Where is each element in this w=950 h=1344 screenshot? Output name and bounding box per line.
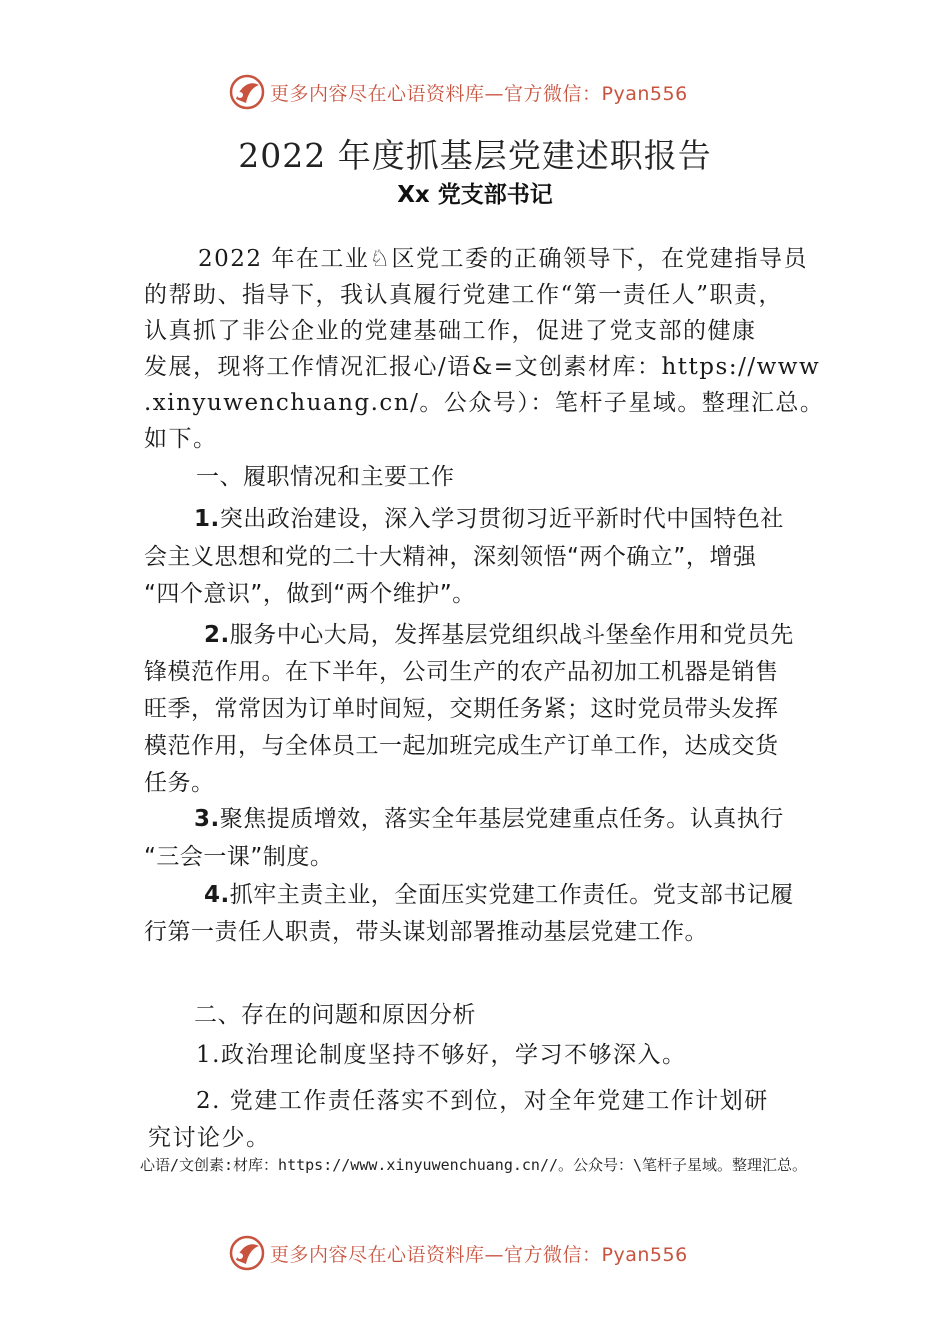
intro-line: 如下。	[144, 426, 218, 452]
list-item-2-cont: 锋模范作用。在下半年，公司生产的农产品初加工机器是销售	[144, 659, 779, 685]
top-banner	[228, 72, 728, 112]
intro-line: 2022 年在工业♘区党工委的正确领导下，在党建指导员	[198, 246, 808, 272]
problem-item: 究讨论少。	[148, 1125, 271, 1151]
problem-item: 1.政治理论制度坚持不够好，学习不够深入。	[196, 1042, 687, 1068]
list-item-4-cont: 行第一责任人职责，带头谋划部署推动基层党建工作。	[144, 919, 708, 945]
list-item-3-cont: “三会一课”制度。	[144, 844, 334, 870]
list-item-2-cont: 模范作用，与全体员工一起加班完成生产订单工作，达成交货	[144, 733, 779, 759]
intro-line: .xinyuwenchuang.cn/。公众号）：笔杆子星域。整理汇总。	[144, 390, 825, 416]
list-item-2: 2.服务中心大局，发挥基层党组织战斗堡垒作用和党员先	[204, 622, 794, 648]
list-item-2-cont: 任务。	[144, 770, 215, 796]
section-heading-1: 一、履职情况和主要工作	[196, 464, 455, 490]
problem-item: 2. 党建工作责任落实不到位，对全年党建工作计划研	[196, 1088, 769, 1114]
page-title: 2022 年度抓基层党建述职报告	[238, 136, 712, 175]
intro-line: 认真抓了非公企业的党建基础工作，促进了党支部的健康	[144, 318, 757, 344]
intro-line: 的帮助、指导下，我认真履行党建工作“第一责任人”职责，	[144, 282, 784, 308]
list-item-1: 1.突出政治建设，深入学习贯彻习近平新时代中国特色社	[194, 506, 784, 532]
banner-slogan: 更多内容尽在心语资料库—官方微信：Pyan556	[270, 82, 688, 105]
section-heading-2: 二、存在的问题和原因分析	[194, 1002, 476, 1028]
banner-slogan: 更多内容尽在心语资料库—官方微信：Pyan556	[270, 1243, 688, 1266]
intro-line: 发展，现将工作情况汇报心/语&=文创素材库：https://www	[144, 354, 821, 380]
bottom-banner	[228, 1233, 728, 1273]
list-item-4: 4.抓牢主责主业，全面压实党建工作责任。党支部书记履	[204, 882, 794, 908]
list-item-1-cont: 会主义思想和党的二十大精神，深刻领悟“两个确立”，增强	[144, 544, 757, 570]
list-item-1-cont: “四个意识”，做到“两个维护”。	[144, 581, 476, 607]
seal-logo-icon	[228, 73, 266, 111]
seal-logo-icon	[228, 1234, 266, 1272]
list-item-2-cont: 旺季，常常因为订单时间短，交期任务紧；这时党员带头发挥	[144, 696, 779, 722]
list-item-3: 3.聚焦提质增效，落实全年基层党建重点任务。认真执行	[194, 806, 784, 832]
page-subtitle: Xx 党支部书记	[397, 182, 553, 208]
footnote: 心语/文创素:材库：https://www.xinyuwenchuang.cn//。公众号：\笔杆子星域。整理汇总。	[140, 1156, 808, 1174]
